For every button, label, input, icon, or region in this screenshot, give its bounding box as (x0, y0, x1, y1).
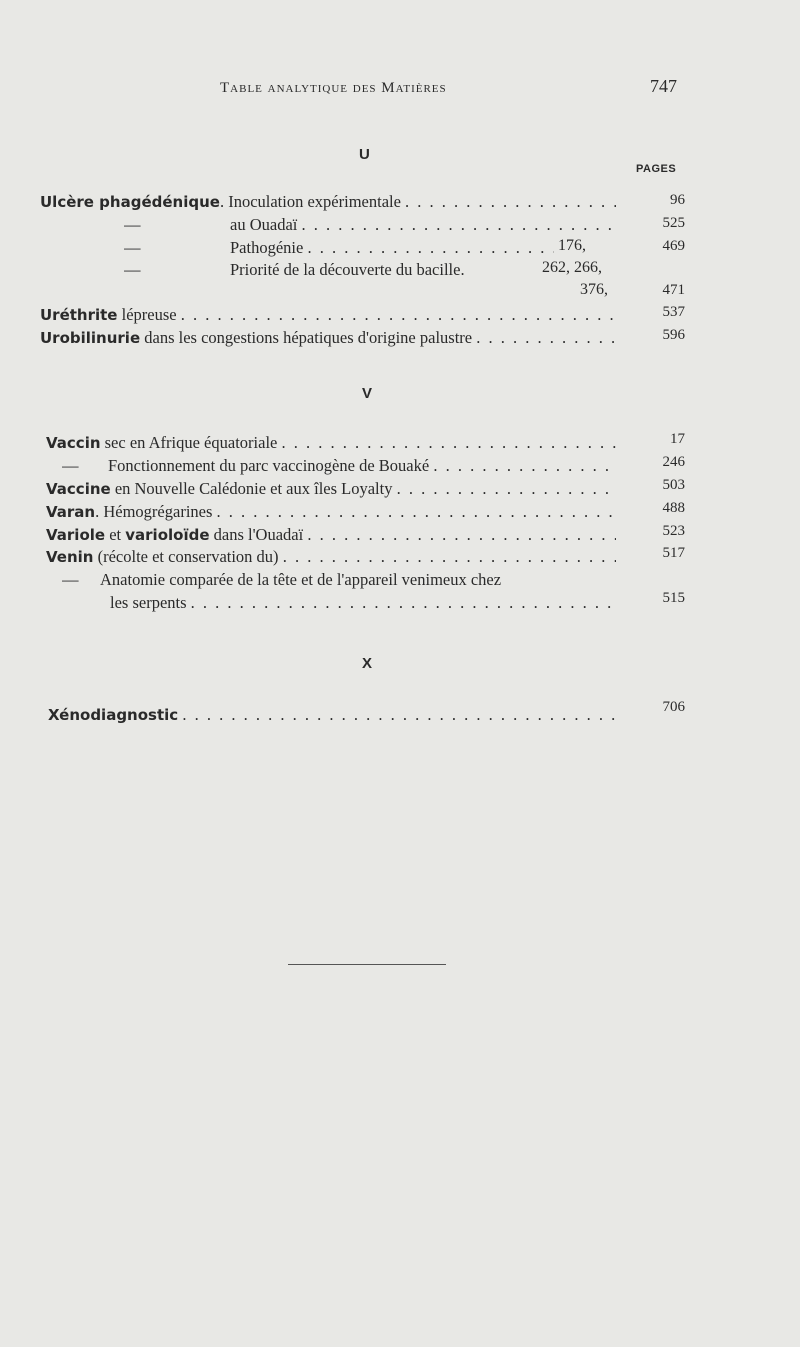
entry-text: au Ouadaï (230, 215, 298, 234)
section-letter-v: V (362, 385, 373, 402)
entry-page: 525 (662, 215, 685, 231)
entry-text: Pathogénie (230, 238, 304, 257)
section-letter-u: U (359, 146, 370, 163)
entry-heading: Varan (46, 503, 96, 521)
entry-text: en Nouvelle Calédonie et aux îles Loyalty (110, 479, 393, 498)
entry-text: lépreuse (117, 305, 177, 324)
entry-page: 17 (670, 431, 685, 447)
entry-heading-secondary: varioloïde (125, 526, 210, 544)
entry-page: 523 (662, 523, 685, 539)
entry-page: 537 (662, 304, 685, 320)
entry-text-cont: les serpents (110, 593, 187, 612)
entry-references-cont: 376, (576, 281, 608, 299)
index-entry-vaccine (46, 478, 616, 500)
entry-text: dans l'Ouadaï (209, 525, 304, 544)
index-entry-urethrite (40, 304, 616, 326)
entry-text: dans les congestions hépatiques d'origine palustre (140, 328, 473, 347)
entry-page: 469 (662, 238, 685, 254)
index-entry-vaccin (46, 432, 616, 454)
entry-text: Anatomie comparée de la tête et de l'appareil venimeux chez (100, 570, 502, 589)
entry-heading: Vaccin (46, 434, 101, 452)
section-letter-x: X (362, 655, 373, 672)
entry-heading: Urobilinurie (40, 329, 141, 347)
entry-separator: . (95, 502, 104, 521)
entry-text: sec en Afrique équatoriale (100, 433, 278, 452)
ditto-dash: — (124, 238, 141, 257)
entry-text: Fonctionnement du parc vaccinogène de Bouaké (108, 456, 430, 475)
ditto-dash: — (124, 215, 141, 234)
entry-references: 176, (554, 237, 586, 255)
index-entry-ulcere (40, 191, 616, 213)
index-subentry-anatomie (62, 569, 622, 591)
pages-column-label: PAGES (636, 163, 677, 175)
ditto-dash: — (124, 260, 141, 279)
end-rule (288, 964, 446, 965)
entry-heading: Uréthrite (40, 306, 118, 324)
entry-connector: et (105, 525, 126, 544)
entry-text (178, 705, 182, 724)
entry-references: 262, 266, (538, 259, 602, 277)
ditto-dash: — (62, 570, 79, 589)
index-entry-venin (46, 546, 616, 568)
index-subentry-priorite (124, 259, 544, 281)
index-subentry-pathogenie (124, 237, 554, 259)
entry-heading: Xénodiagnostic (48, 706, 179, 724)
entry-page: 596 (662, 327, 685, 343)
ditto-dash: — (62, 456, 79, 475)
entry-page: 517 (662, 545, 685, 561)
running-header-title: Table analytique des Matières (220, 80, 447, 96)
entry-page: 488 (662, 500, 685, 516)
index-subentry-fonctionnement (62, 455, 616, 477)
index-entry-xenodiagnostic (48, 704, 616, 726)
entry-page: 96 (670, 192, 685, 208)
entry-heading: Ulcère phagédénique (40, 193, 220, 211)
entry-separator: . (219, 192, 229, 211)
entry-text: Inoculation expérimentale (228, 192, 401, 211)
entry-text: Hémogrégarines (103, 502, 213, 521)
entry-heading: Venin (46, 548, 94, 566)
page-number: 747 (650, 76, 677, 96)
entry-text: (récolte et conservation du) (93, 547, 279, 566)
entry-heading: Vaccine (46, 480, 111, 498)
entry-text: Priorité de la découverte du bacille. (230, 260, 465, 279)
entry-heading: Variole (46, 526, 106, 544)
index-subentry-ouadai (124, 214, 616, 236)
entry-page: 515 (662, 590, 685, 606)
entry-page: 471 (662, 282, 685, 298)
index-entry-varan (46, 501, 616, 523)
entry-page: 503 (662, 477, 685, 493)
entry-page: 706 (662, 699, 685, 715)
index-entry-variole (46, 524, 616, 546)
index-subentry-anatomie-cont (110, 592, 616, 614)
index-entry-urobilinurie (40, 327, 616, 349)
entry-page: 246 (662, 454, 685, 470)
